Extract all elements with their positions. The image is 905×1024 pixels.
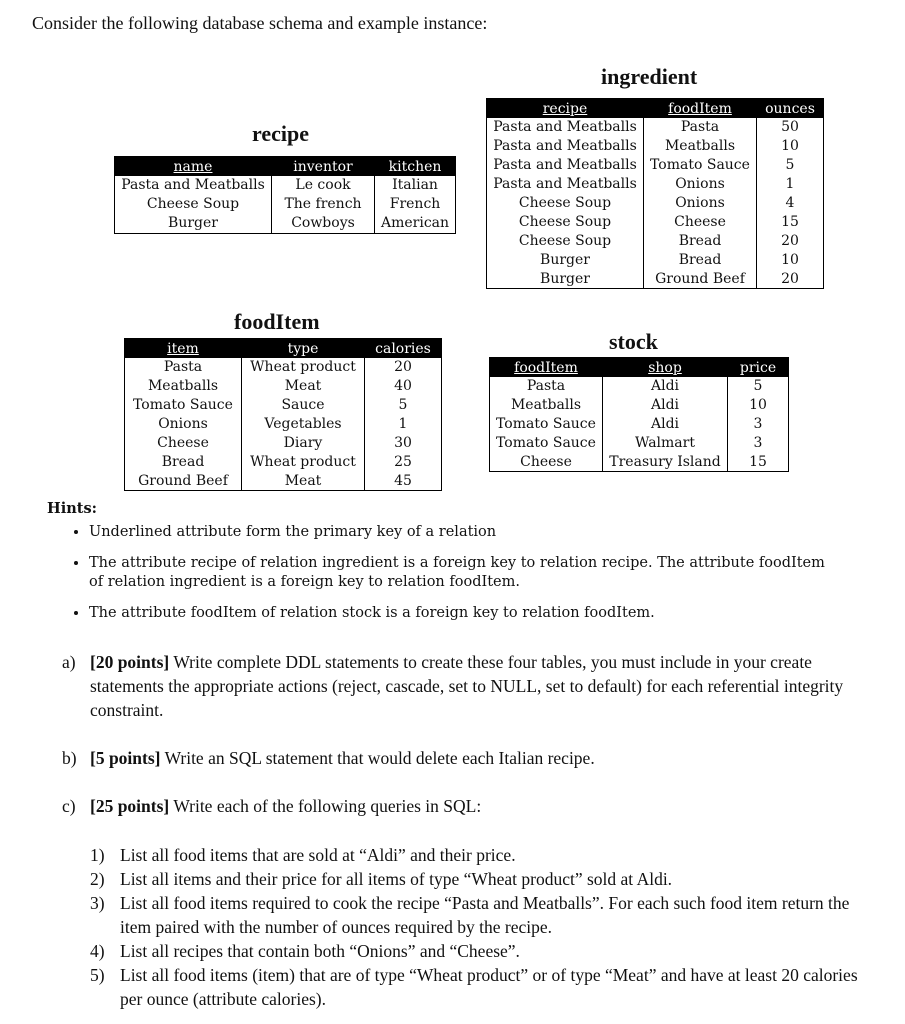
table-cell: 1 — [785, 176, 795, 193]
table-row — [115, 176, 456, 195]
table-cell: Ground Beef — [125, 471, 242, 490]
table-row — [125, 415, 442, 434]
table-cell: 15 — [749, 454, 767, 470]
table-cell: Meat — [242, 377, 365, 396]
stock-table — [489, 357, 789, 472]
question-a-text: Write complete DDL statements to create these four tables, you must include in your create statements the appropriate actions (reject, cascade, set to NULL, set to default) for each referential integrity constraint. — [90, 652, 844, 720]
table-cell: 4 — [785, 195, 795, 211]
hints-section — [47, 500, 837, 635]
table-cell: Burger — [487, 250, 644, 269]
table-cell: Bread — [644, 231, 757, 250]
table-cell: Vegetables — [242, 415, 365, 434]
question-a-points: [20 points] — [90, 652, 170, 672]
stock-table-body — [490, 377, 789, 472]
fooditem-table — [124, 338, 442, 491]
table-cell: Cheese Soup — [487, 231, 644, 250]
query-number: 2) — [90, 869, 105, 889]
table-row — [487, 231, 824, 250]
hint-item: • The attribute foodItem of relation stock is a foreign key to relation foodItem. — [89, 604, 837, 623]
column-header-recipe: recipe — [487, 99, 644, 119]
question-b — [62, 746, 862, 770]
recipe-table — [114, 156, 456, 234]
table-row — [490, 377, 789, 396]
column-header-shop: shop — [603, 358, 728, 378]
recipe-table-body — [115, 176, 456, 233]
column-header-fooditem: foodItem — [490, 358, 603, 378]
table-row — [125, 396, 442, 415]
column-header-fooditem: foodItem — [644, 99, 757, 119]
table-row — [487, 137, 824, 156]
table-cell: Pasta — [644, 118, 757, 137]
column-header-name: name — [115, 157, 272, 177]
query-text: List all recipes that contain both “Onions” and “Cheese”. — [120, 941, 520, 961]
question-c-text: Write each of the following queries in SQL: — [173, 796, 482, 816]
table-row — [487, 194, 824, 213]
table-cell: Aldi — [603, 415, 728, 434]
table-cell: Meatballs — [490, 396, 603, 415]
question-b-points: [5 points] — [90, 748, 161, 768]
table-cell: Wheat product — [242, 452, 365, 471]
table-cell: 10 — [781, 138, 799, 155]
table-cell: Onions — [644, 194, 757, 213]
table-cell: 20 — [394, 359, 412, 376]
table-cell: 1 — [398, 416, 408, 433]
hint-item: • Underlined attribute form the primary key of a relation — [89, 523, 837, 542]
table-cell: 20 — [781, 270, 799, 287]
table-row — [115, 214, 456, 233]
table-cell: Tomato Sauce — [490, 415, 603, 434]
query-text: List all food items required to cook the recipe “Pasta and Meatballs”. For each such food item return the item paired with the number of ounces required by the recipe. — [120, 893, 850, 937]
table-cell: Onions — [125, 415, 242, 434]
table-cell: Treasury Island — [603, 453, 728, 472]
column-header-price: price — [728, 358, 789, 378]
ingredient-table — [486, 98, 824, 289]
table-cell: Pasta and Meatballs — [115, 176, 272, 195]
table-row — [115, 195, 456, 214]
ingredient-table-title: ingredient — [601, 64, 698, 89]
table-cell: Aldi — [603, 396, 728, 415]
table-cell: Meatballs — [644, 137, 757, 156]
table-row — [490, 434, 789, 453]
table-cell: Cheese — [644, 212, 757, 231]
column-header-ounces: ounces — [757, 99, 824, 119]
query-item — [90, 867, 860, 891]
table-cell: Meat — [242, 471, 365, 490]
stock-table-title: stock — [609, 329, 658, 354]
table-cell: 5 — [785, 157, 795, 174]
table-cell: Tomato Sauce — [490, 434, 603, 453]
column-header-inventor: inventor — [272, 157, 375, 177]
table-row — [487, 175, 824, 194]
table-cell: 5 — [753, 378, 763, 395]
table-row — [125, 434, 442, 453]
query-text: List all food items (item) that are of type “Wheat product” or of type “Meat” and have at least 20 calories per ounce (attribute calories). — [120, 965, 858, 1009]
query-text: List all items and their price for all items of type “Wheat product” sold at Aldi. — [120, 869, 673, 889]
query-number: 1) — [90, 845, 105, 865]
table-cell: Tomato Sauce — [125, 396, 242, 415]
table-cell: 3 — [753, 416, 763, 433]
fooditem-table-body — [125, 358, 442, 491]
table-cell: 5 — [398, 397, 408, 414]
table-row — [125, 358, 442, 377]
question-b-text: Write an SQL statement that would delete each Italian recipe. — [164, 748, 595, 768]
table-cell: Bread — [644, 250, 757, 269]
query-item — [90, 963, 860, 1011]
table-cell: Pasta and Meatballs — [487, 156, 644, 175]
table-cell: 10 — [781, 251, 799, 268]
query-text: List all food items that are sold at “Aldi” and their price. — [120, 845, 516, 865]
question-c — [62, 794, 862, 818]
table-cell: Burger — [115, 214, 272, 233]
table-cell: Bread — [125, 452, 242, 471]
table-row — [487, 156, 824, 175]
table-cell: Cowboys — [272, 214, 375, 233]
query-item — [90, 843, 860, 867]
table-cell: 45 — [394, 472, 412, 489]
table-cell: Pasta — [490, 377, 603, 396]
hints-list — [47, 523, 837, 623]
table-cell: Diary — [242, 434, 365, 453]
table-cell: American — [381, 215, 450, 232]
query-number: 4) — [90, 941, 105, 961]
table-cell: Tomato Sauce — [644, 156, 757, 175]
table-row — [487, 269, 824, 288]
table-cell: 30 — [394, 435, 412, 451]
intro-text: Consider the following database schema and example instance: — [32, 13, 488, 33]
table-row — [490, 396, 789, 415]
table-cell: Aldi — [603, 377, 728, 396]
table-row — [490, 415, 789, 434]
hints-title: Hints: — [47, 500, 97, 517]
table-row — [490, 453, 789, 472]
column-header-calories: calories — [365, 339, 442, 359]
table-cell: Pasta and Meatballs — [487, 175, 644, 194]
hint-item: • The attribute recipe of relation ingredient is a foreign key to relation recipe. The attribute foodItem of relation ingredient is a foreign key to relation foodItem. — [89, 554, 837, 592]
table-cell: Cheese — [125, 434, 242, 453]
question-c-points: [25 points] — [90, 796, 170, 816]
ingredient-table-body — [487, 118, 824, 289]
fooditem-table-title: foodItem — [234, 309, 320, 334]
table-cell: Onions — [644, 175, 757, 194]
table-cell: Burger — [487, 269, 644, 288]
column-header-type: type — [242, 339, 365, 359]
table-cell: 10 — [749, 397, 767, 414]
table-cell: 50 — [781, 119, 799, 136]
table-row — [487, 212, 824, 231]
question-c-label: c) — [62, 796, 76, 816]
table-cell: 40 — [394, 378, 412, 395]
table-row — [125, 377, 442, 396]
table-row — [487, 118, 824, 137]
table-cell: Sauce — [242, 396, 365, 415]
table-cell: Cheese Soup — [487, 194, 644, 213]
question-a — [62, 650, 862, 722]
table-cell: Meatballs — [125, 377, 242, 396]
column-header-kitchen: kitchen — [375, 157, 456, 177]
table-cell: Cheese Soup — [487, 212, 644, 231]
table-cell: Ground Beef — [644, 269, 757, 288]
table-row — [487, 250, 824, 269]
table-cell: Italian — [392, 177, 438, 194]
table-cell: Pasta — [125, 358, 242, 377]
table-cell: The french — [272, 195, 375, 214]
table-row — [125, 452, 442, 471]
query-item — [90, 891, 860, 939]
table-cell: Pasta and Meatballs — [487, 118, 644, 137]
column-header-item: item — [125, 339, 242, 359]
table-cell: French — [389, 196, 441, 213]
question-a-label: a) — [62, 652, 76, 672]
query-number: 3) — [90, 893, 105, 913]
question-c-list — [90, 843, 860, 1011]
query-number: 5) — [90, 965, 105, 985]
table-cell: Walmart — [603, 434, 728, 453]
table-cell: 25 — [394, 453, 412, 470]
question-b-label: b) — [62, 748, 77, 768]
table-row — [125, 471, 442, 490]
table-cell: 3 — [753, 435, 763, 452]
query-item — [90, 939, 860, 963]
table-cell: Le cook — [272, 176, 375, 195]
recipe-table-title: recipe — [252, 121, 310, 146]
table-cell: Wheat product — [242, 358, 365, 377]
table-cell: Cheese Soup — [115, 195, 272, 214]
table-cell: 15 — [781, 213, 799, 230]
table-cell: Pasta and Meatballs — [487, 137, 644, 156]
table-cell: 20 — [781, 232, 799, 249]
table-cell: Cheese — [490, 453, 603, 472]
